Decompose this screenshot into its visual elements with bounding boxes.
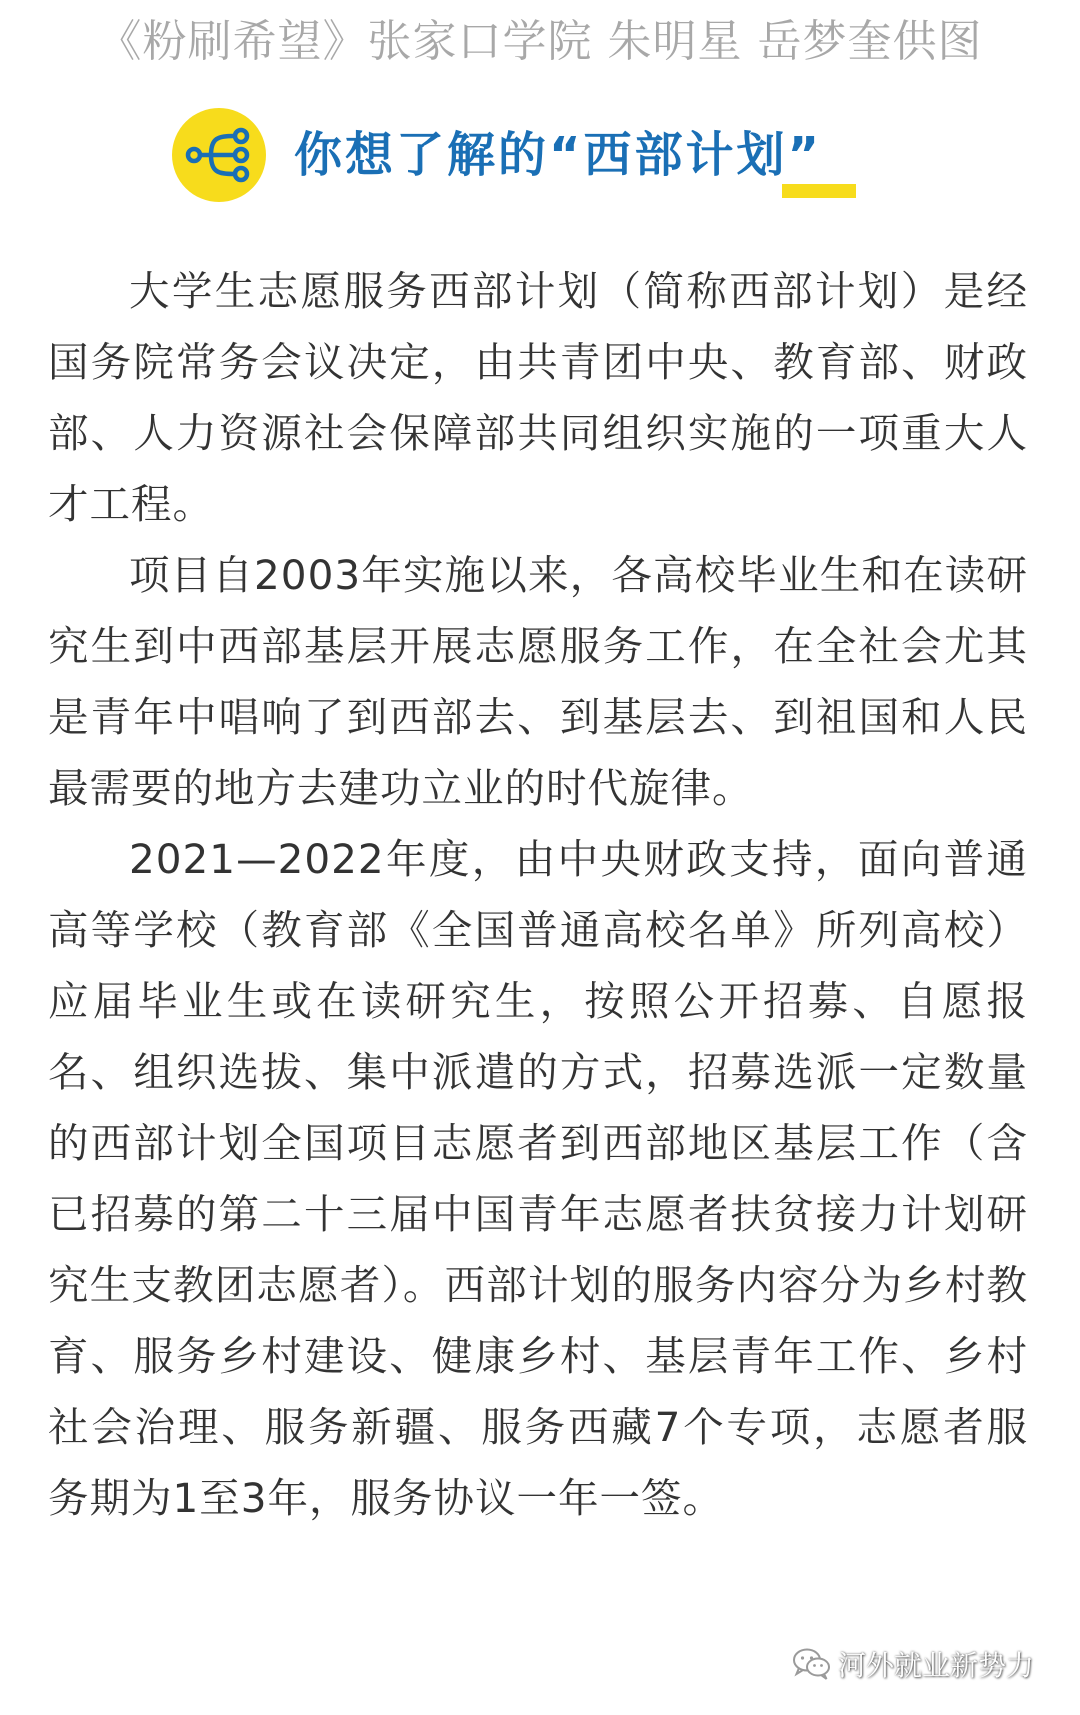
flow-branch-icon	[184, 126, 254, 184]
wechat-watermark	[792, 1640, 1034, 1688]
watermark-text: 河外就业新势力	[838, 1649, 1035, 1682]
article-body	[48, 256, 1028, 1534]
paragraph-2021-2022: 2021—2022年度，由中央财政支持，面向普通高等学校（教育部《全国普通高校名单》所列高校）应届毕业生或在读研究生，按照公开招募、自愿报名、组织选拔、集中派遣的方式，招募选派一定数量的西部计划全国项目志愿者到西部地区基层工作（含已招募的第二十三届中国青年志愿者扶贫接力计划研究生支教团志愿者）。西部计划的服务内容分为乡村教育、服务乡村建设、健康乡村、基层青年工作、乡村社会治理、服务新疆、服务西藏7个专项，志愿者服务期为1至3年，服务协议一年一签。	[48, 835, 1029, 1522]
section-badge	[172, 108, 266, 202]
image-caption: 《粉刷希望》张家口学院 朱明星 岳梦奎供图	[97, 16, 983, 67]
paragraph-intro: 大学生志愿服务西部计划（简称西部计划）是经国务院常务会议决定，由共青团中央、教育部、财政部、人力资源社会保障部共同组织实施的一项重大人才工程。	[48, 267, 1028, 528]
paragraph-history: 项目自2003年实施以来，各高校毕业生和在读研究生到中西部基层开展志愿服务工作，在全社会尤其是青年中唱响了到西部去、到基层去、到祖国和人民最需要的地方去建功立业的时代旋律。	[48, 551, 1028, 812]
section-title: 你想了解的“西部计划”	[294, 127, 823, 183]
section-header	[172, 108, 872, 208]
wechat-icon	[792, 1647, 832, 1681]
